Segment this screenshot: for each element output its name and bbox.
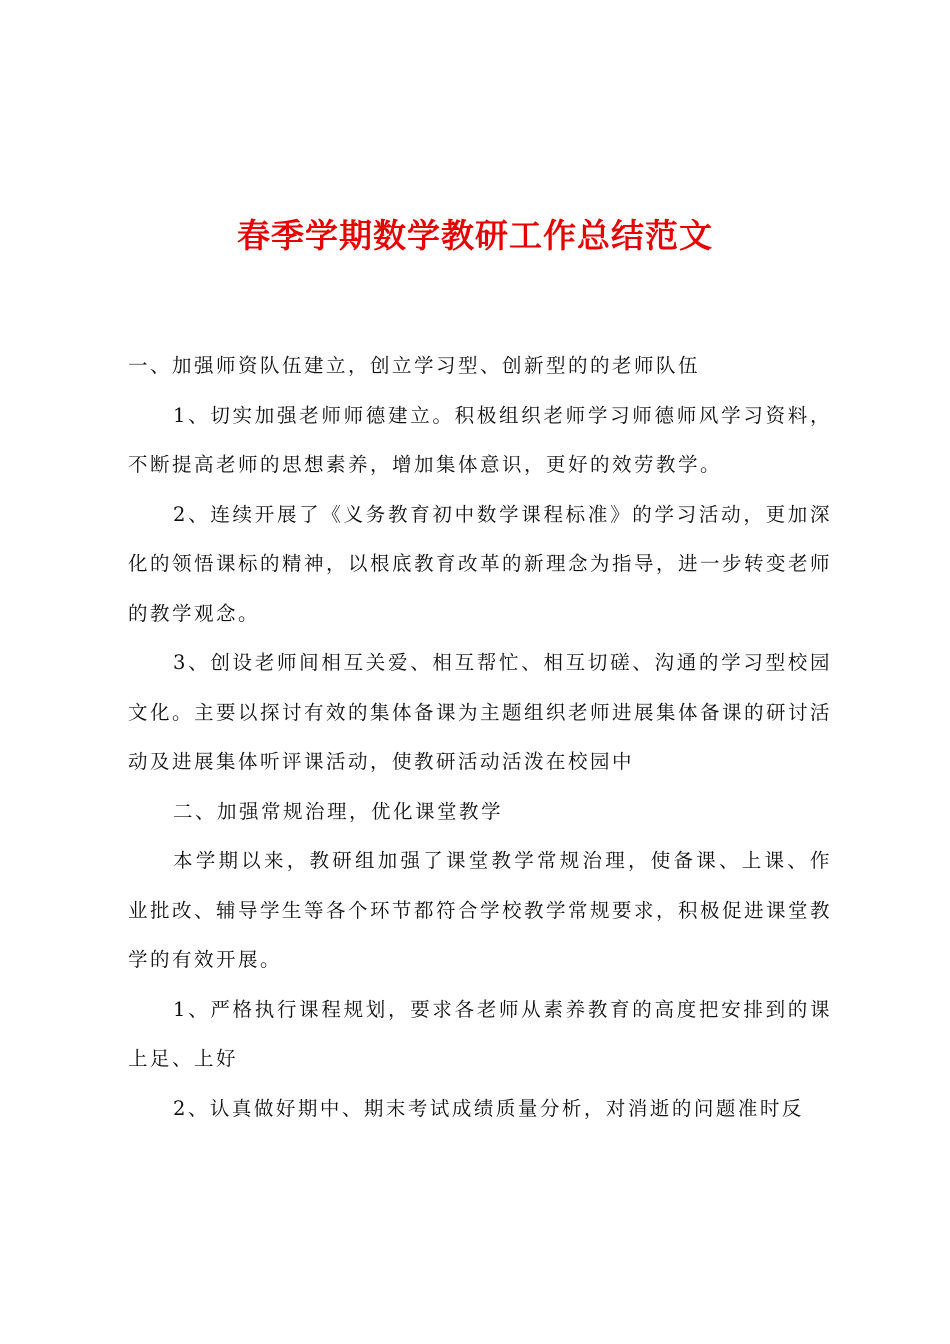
- paragraph-2-2: 2、认真做好期中、期末考试成绩质量分析，对消逝的问题准时反: [173, 1096, 804, 1120]
- paragraph-1-3: 3、创设老师间相互关爱、相互帮忙、相互切磋、沟通的学习型校园文化。主要以探讨有效的集体备课为主题组织老师进展集体备课的研讨活动及进展集体听评课活动，使教研活动活泼在校园中: [128, 651, 833, 773]
- paragraph-2-1: 1、严格执行课程规划，要求各老师从素养教育的高度把安排到的课上足、上好: [128, 997, 832, 1070]
- paragraph-1-2: 2、连续开展了《义务教育初中数学课程标准》的学习活动，更加深化的领悟课标的精神，以根底教育改革的新理念为指导，进一步转变老师的教学观念。: [128, 502, 833, 625]
- paragraph-section-1-heading: 一、加强师资队伍建立，创立学习型、创新型的的老师队伍: [128, 354, 701, 377]
- document-title: 春季学期数学教研工作总结范文: [237, 216, 713, 255]
- paragraph-section-2-heading: 二、加强常规治理，优化课堂教学: [173, 799, 504, 823]
- paragraph-1-1: 1、切实加强老师师德建立。积极组织老师学习师德师风学习资料，不断提高老师的思想素养，增加集体意识，更好的效劳教学。: [128, 403, 832, 476]
- paragraph-2-intro: 本学期以来，教研组加强了课堂教学常规治理，使备课、上课、作业批改、辅导学生等各个环节都符合学校教学常规要求，积极促进课堂教学的有效开展。: [128, 849, 833, 971]
- document-body: [128, 341, 832, 1133]
